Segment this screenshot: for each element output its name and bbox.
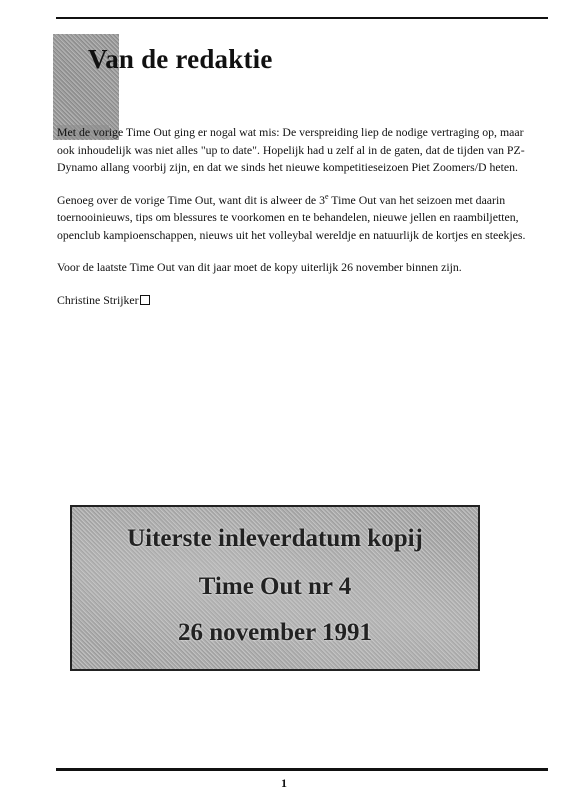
signature: Christine Strijker [57, 292, 139, 307]
ordinal-superscript: e [325, 191, 329, 201]
article-body [57, 124, 535, 324]
page-title: Van de redaktie [88, 44, 273, 74]
paragraph-intro [57, 124, 535, 177]
paragraph-contents-before: Genoeg over de vorige Time Out, want dit is alweer de 3 [57, 192, 325, 207]
signature-line [57, 292, 535, 310]
highlighted-lead: Met de vor [57, 125, 109, 139]
paragraph-deadline: Voor de laatste Time Out van dit jaar moet de kopy uiterlijk 26 november binnen zijn. [57, 260, 462, 274]
deadline-banner [70, 505, 480, 671]
paragraph-contents [57, 192, 535, 245]
banner-issue: Time Out nr 4 [198, 573, 352, 600]
top-rule [56, 17, 548, 19]
checkbox-icon [140, 295, 150, 305]
banner-date: 26 november 1991 [178, 619, 372, 646]
banner-heading: Uiterste inleverdatum kopij [127, 525, 423, 552]
paragraph-contents-after: Time Out van het seizoen met daarin toernooinieuws, tips om blessures te voorkomen en te behandelen, nieuwe jellen en raambiljetten, openclub kampioenschappen, nieuws uit het volleybal wereldje en natuurlijk de kortjes en steekjes. [57, 192, 526, 242]
bottom-rule [56, 768, 548, 771]
page-number: 1 [281, 776, 287, 790]
paragraph-intro-text: ige Time Out ging er nogal wat mis: De verspreiding liep de nodige vertraging op, maar ook inhoudelijk was niet alles "up to date". Hopelijk had u zelf al in de gaten, dat de tijden van PZ-Dynamo allang voorbij zijn, en dat we sinds het nieuwe kompetitieseizoen Piet Zoomers/D heten. [57, 125, 525, 174]
